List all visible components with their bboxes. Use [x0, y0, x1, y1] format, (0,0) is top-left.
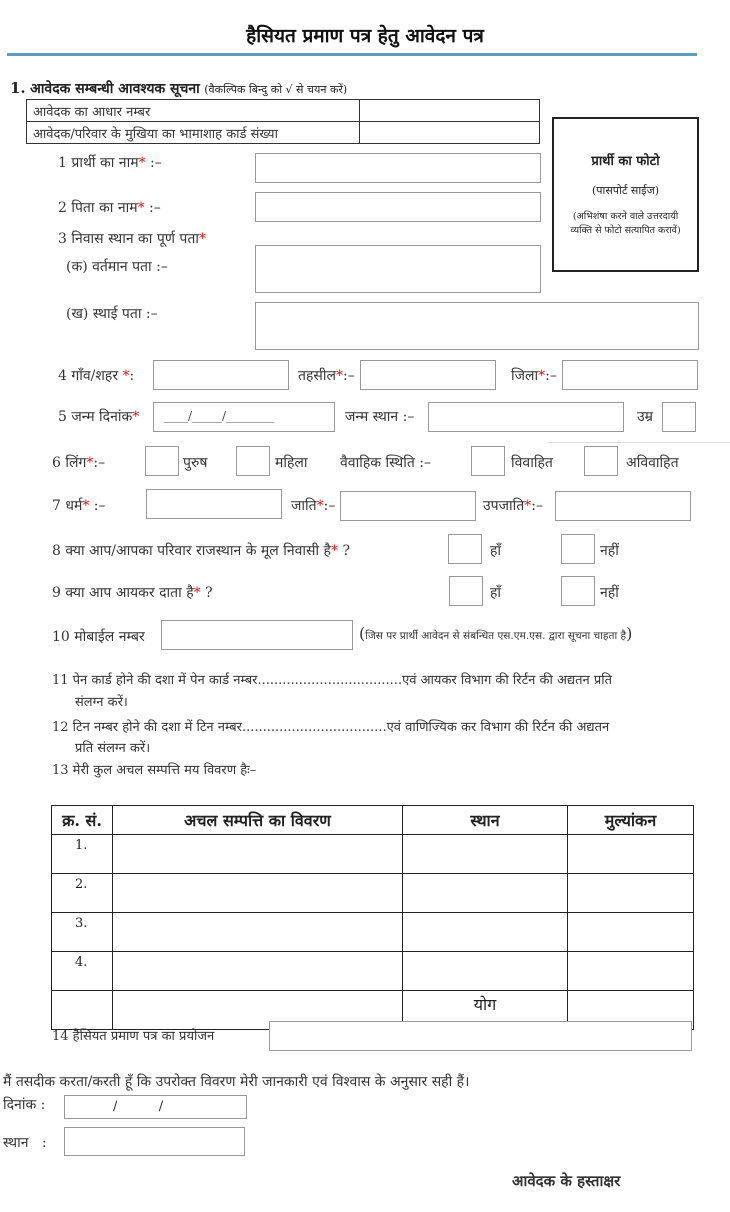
district-text: जिला [511, 368, 539, 384]
question-mark: ? [200, 585, 213, 601]
total-label: योग [403, 991, 568, 1030]
taxpayer-yes-checkbox[interactable] [449, 576, 483, 606]
caste-text: जाति [291, 498, 317, 514]
label-sep: :– [343, 368, 355, 384]
date-input[interactable]: / / [64, 1095, 247, 1119]
row-serial: 3. [52, 913, 113, 952]
applicant-name-label [58, 153, 162, 172]
religion-label [52, 496, 106, 515]
purpose-input[interactable] [269, 1021, 692, 1051]
gender-label [52, 453, 105, 472]
male-checkbox[interactable] [145, 446, 179, 476]
subcaste-label [483, 496, 543, 515]
age-input[interactable] [662, 402, 696, 432]
photo-size: (पासपोर्ट साईज) [591, 184, 660, 197]
religion-input[interactable] [146, 489, 282, 519]
village-input[interactable] [153, 360, 289, 390]
applicant-signature-label: आवेदक के हस्ताक्षर [512, 1172, 621, 1190]
label-sep: :– [89, 498, 106, 514]
taxpayer-no-checkbox[interactable] [561, 576, 595, 606]
native-question-text: 8 क्या आप/आपका परिवार राजस्थान के मूल निवासी है [52, 543, 331, 559]
paren-open: ( [359, 624, 366, 643]
row-serial: 1. [52, 835, 113, 874]
question-mark: ? [338, 543, 350, 559]
description-cell[interactable] [113, 874, 403, 913]
location-cell[interactable] [403, 952, 568, 991]
label-sep: :– [531, 498, 543, 514]
page-title: हैसियत प्रमाण पत्र हेतु आवेदन पत्र [246, 25, 484, 47]
address-label [58, 229, 206, 248]
mobile-note-text: जिस पर प्रार्थी आवेदन से संबन्धित एस.एम.एस. द्वारा सूचना चाहता है [365, 630, 627, 642]
declaration: मैं तसदीक करता/करती हूँ कि उपरोक्त विवरण मेरी जानकारी एवं विश्वास के अनुसार सही हैं। [3, 1074, 470, 1090]
bhamashah-input[interactable] [360, 122, 540, 144]
required-star: * [132, 409, 140, 425]
native-yes-checkbox[interactable] [448, 534, 482, 564]
subcaste-text: उपजाति [483, 498, 525, 514]
paren-close: ) [626, 624, 633, 643]
aadhaar-input[interactable] [360, 100, 540, 122]
title-divider [7, 53, 697, 56]
label-sep: :– [144, 200, 161, 216]
row-serial: 4. [52, 952, 113, 991]
native-no-checkbox[interactable] [561, 534, 595, 564]
place-label: स्थान : [3, 1135, 47, 1151]
female-label: महिला [275, 455, 308, 471]
tehsil-text: तहसील [298, 368, 336, 384]
native-question [52, 541, 350, 560]
taxpayer-yes-label: हाँ [490, 585, 502, 601]
current-address-input[interactable] [255, 245, 541, 293]
section-number: 1. [10, 79, 26, 97]
photo-note: (अभिशंषा करने वाले उत्तरदायी व्यक्ति से फोटो सत्यापित करावें) [570, 211, 681, 236]
header-serial: क्र. सं. [52, 806, 113, 835]
district-input[interactable] [562, 360, 698, 390]
section-title: आवेदक सम्बन्धी आवश्यक सूचना [30, 81, 200, 97]
unmarried-checkbox[interactable] [584, 446, 618, 476]
location-cell[interactable] [403, 835, 568, 874]
location-cell[interactable] [403, 874, 568, 913]
aadhaar-label: आवेदक का आधार नम्बर [27, 100, 360, 122]
valuation-cell[interactable] [568, 835, 694, 874]
married-checkbox[interactable] [471, 446, 505, 476]
label-sep: :– [545, 368, 557, 384]
mobile-label: 10 मोबाईल नम्बर [52, 629, 145, 645]
bhamashah-label: आवेदक/परिवार के मुखिया का भामाशाह कार्ड संख्या [27, 122, 360, 144]
required-star: * [122, 368, 130, 384]
subcaste-input[interactable] [555, 491, 691, 521]
district-label [511, 366, 557, 385]
row-serial: 2. [52, 874, 113, 913]
date-label: दिनांक : [3, 1097, 46, 1113]
valuation-cell[interactable] [568, 874, 694, 913]
current-address-label: (क) वर्तमान पता :– [66, 259, 168, 275]
father-name-text: 2 पिता का नाम [58, 200, 138, 216]
valuation-cell[interactable] [568, 913, 694, 952]
header-valuation: मुल्यांकन [568, 806, 694, 835]
section-note: (वैकल्पिक बिन्दु को √ से चयन करें) [204, 83, 348, 96]
tin-line1: 12 टिन नम्बर होने की दशा में टिन नम्बर...................................एवं वाणिज्यिक कर विभाग की रिर्टन की अद्यतन [52, 720, 610, 735]
description-cell[interactable] [113, 913, 403, 952]
pan-line2: संलग्न करें। [75, 695, 128, 710]
light-divider [548, 442, 730, 443]
father-name-input[interactable] [255, 192, 541, 222]
place-input[interactable] [64, 1127, 245, 1156]
required-star: * [86, 455, 94, 471]
description-cell[interactable] [113, 835, 403, 874]
required-star: * [137, 200, 145, 216]
male-label: पुरुष [183, 455, 208, 471]
description-cell[interactable] [113, 952, 403, 991]
taxpayer-question-text: 9 क्या आप आयकर दाता है [52, 585, 194, 601]
unmarried-label: अविवाहित [626, 455, 679, 471]
required-star: * [524, 498, 532, 514]
dob-label [58, 407, 139, 426]
taxpayer-no-label: नहीं [600, 585, 619, 601]
property-intro: 13 मेरी कुल अचल सम्पत्ति मय विवरण हैः– [52, 763, 257, 778]
id-info-table [26, 99, 540, 144]
birthplace-label: जन्म स्थान :– [345, 409, 415, 425]
table-row [52, 835, 694, 874]
section-heading [10, 79, 347, 98]
mobile-note [359, 624, 632, 643]
village-text: 4 गाँव/शहर [58, 368, 123, 384]
total-empty-cell [52, 991, 113, 1030]
purpose-label: 14 हैसियत प्रमाण पत्र का प्रयोजन [52, 1029, 215, 1044]
dob-text: 5 जन्म दिनांक [58, 409, 133, 425]
required-star: * [538, 368, 546, 384]
property-table [51, 805, 694, 1030]
applicant-name-text: 1 प्रार्थी का नाम [58, 155, 139, 171]
taxpayer-question [52, 583, 213, 602]
tin-line2: प्रति संलग्न करें। [75, 741, 151, 756]
header-location: स्थान [403, 806, 568, 835]
required-star: * [193, 585, 201, 601]
table-row [52, 874, 694, 913]
label-sep: :– [145, 155, 162, 171]
valuation-cell[interactable] [568, 952, 694, 991]
age-label: उम्र [637, 409, 654, 425]
caste-label [291, 496, 335, 515]
pan-line1: 11 पेन कार्ड होने की दशा में पेन कार्ड नम्बर...................................एवं आयकर विभाग की रिर्टन की अद्यतन प्रति [52, 673, 613, 688]
label-sep: :– [323, 498, 336, 514]
dob-input[interactable]: ____/_____/________ [153, 402, 335, 432]
native-yes-label: हाँ [490, 543, 502, 559]
required-star: * [82, 498, 90, 514]
native-no-label: नहीं [600, 543, 619, 559]
birthplace-input[interactable] [428, 402, 624, 432]
caste-input[interactable] [340, 491, 476, 521]
required-star: * [138, 155, 146, 171]
required-star: * [331, 543, 338, 559]
mobile-input[interactable] [161, 620, 353, 650]
header-description: अचल सम्पत्ति का विवरण [113, 806, 403, 835]
photo-title: प्रार्थी का फोटो [591, 154, 660, 169]
religion-text: 7 धर्म [52, 498, 83, 514]
permanent-address-label: (ख) स्थाई पता :– [66, 306, 158, 322]
marital-status-label: वैवाहिक स्थिति :– [340, 455, 431, 471]
permanent-address-input[interactable] [255, 302, 699, 350]
label-sep: :– [93, 455, 106, 471]
table-row [52, 913, 694, 952]
photo-box[interactable] [552, 117, 699, 272]
village-label: 4 गाँव/शहर *: [58, 368, 135, 384]
table-row [52, 952, 694, 991]
tehsil-label [298, 366, 355, 385]
address-text: 3 निवास स्थान का पूर्ण पता [58, 231, 199, 247]
required-star: * [198, 231, 206, 247]
gender-text: 6 लिंग [52, 455, 87, 471]
required-star: * [316, 498, 324, 514]
applicant-name-input[interactable] [255, 153, 541, 183]
female-checkbox[interactable] [236, 446, 270, 476]
father-name-label [58, 198, 161, 217]
married-label: विवाहित [511, 455, 553, 471]
location-cell[interactable] [403, 913, 568, 952]
required-star: * [336, 368, 343, 384]
tehsil-input[interactable] [360, 360, 496, 390]
